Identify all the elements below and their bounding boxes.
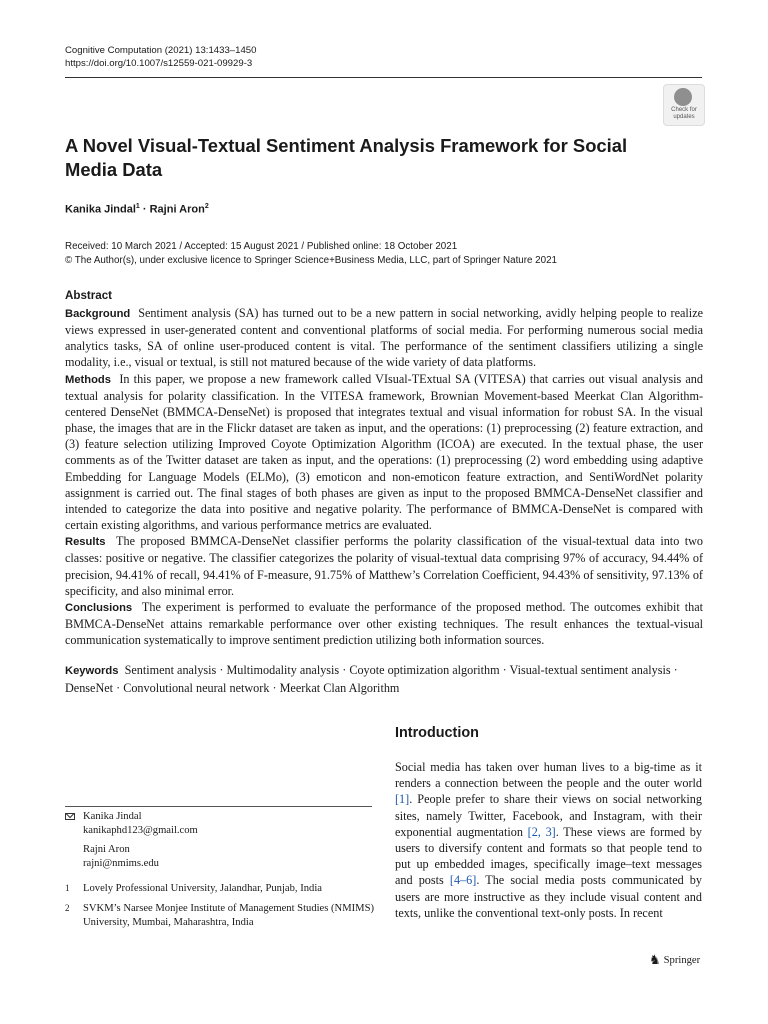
keywords [65, 662, 705, 696]
journal-header [65, 44, 256, 70]
author-affiliation-mark: 2 [204, 203, 209, 210]
copyright-notice: © The Author(s), under exclusive licence to Springer Science+Business Media, LLC, part of Springer Nature 2021 [65, 254, 557, 266]
correspondence-email[interactable]: kanikaphd123@gmail.com [83, 824, 198, 836]
affiliation-1 [65, 882, 375, 896]
second-author-email[interactable]: rajni@nmims.edu [83, 857, 159, 869]
abstract-conclusions [65, 599, 703, 648]
footnotes [65, 810, 375, 929]
footnote-rule [65, 806, 372, 807]
second-author-name: Rajni Aron [83, 844, 130, 856]
citation-link[interactable]: [4–6] [449, 873, 477, 888]
author-separator: · [139, 203, 150, 216]
section-text: The proposed BMMCA-DenseNet classifier performs the polarity classification of the visual-textual data into two classes: positive or negative. The classifier categorizes the polarity of visual-textual data comprising 97% of accuracy, 94.44% of precision, 94.41% of recall, 94.41% of F-measure, 91.75% of Matthew’s Correlation Coefficient, 94.43% of sensitivity, 97.13% of specificity, and also minimal error. [65, 534, 703, 598]
badge-text: Check for updates [671, 107, 697, 120]
abstract-body [65, 305, 703, 648]
introduction-heading: Introduction [395, 725, 479, 741]
section-label: Methods [65, 373, 111, 386]
affiliation-text: Lovely Professional University, Jalandhar, Punjab, India [83, 883, 322, 895]
correspondence [65, 810, 375, 870]
abstract-methods [65, 371, 703, 534]
affiliation-number: 2 [65, 902, 70, 913]
article-dates: Received: 10 March 2021 / Accepted: 15 August 2021 / Published online: 18 October 2021 [65, 241, 458, 252]
author-list [65, 203, 209, 216]
keywords-text: Sentiment analysis · Multimodality analysis · Coyote optimization algorithm · Visual-textual sentiment analysis · DenseNet · Convolutional neural network · Meerkat Clan Algorithm [65, 663, 678, 695]
check-updates-icon [674, 88, 692, 106]
affiliation-number: 1 [65, 883, 70, 894]
section-text: In this paper, we propose a new framework called VIsual-TExtual SA (VITESA) that carries out visual analysis and textual analysis for polarity classification. In the VITESA framework, Brownian Movement-based Meerkat Clan Algorithm-centered DenseNet (BMMCA-DenseNet) is proposed that integrates textual and visual information for robust SA. In the visual phase, the images that are in the Flickr dataset are taken as input, and the operations: (1) preprocessing (2) feature extraction, and (3) feature selection utilizing Improved Coyote Optimization Algorithm (ICOA) are executed. In the textual phase, the user comments as of the Twitter dataset are taken as input, and the operations: (1) preprocessing (2) word embedding using adaptive Embedding for Language Models (ELMo), (3) emoticon and non-emoticon feature extraction, and SentiWordNet polarity assignment is carried out. The final stages of both phases are given as input to the proposed BMMCA-DenseNet classifier and intended to categorize the data into positive and negative polarity. The performance of BMMCA-DenseNet is compared with certain existing algorithms, and various performance metrics are evaluated. [65, 371, 703, 533]
header-rule [65, 77, 702, 78]
citation-link[interactable]: [2, 3] [527, 824, 556, 839]
keywords-label: Keywords [65, 665, 119, 677]
article-title: A Novel Visual-Textual Sentiment Analysis Framework for Social Media Data [65, 135, 628, 180]
journal-citation: Cognitive Computation (2021) 13:1433–1450 [65, 45, 257, 56]
doi-link[interactable]: https://doi.org/10.1007/s12559-021-09929-3 [65, 58, 253, 69]
envelope-icon [65, 813, 75, 820]
author-name[interactable]: Rajni Aron [149, 203, 205, 216]
section-text: Sentiment analysis (SA) has turned out to be a new pattern in social networking, avidly helping people to realize views expressed in user-generated content and conventional platforms of social media. For performing numerous social media analytics tasks, SA of online user-produced content is vital. The performance of the sentiment classifiers utilizing a single modality, i.e., visual or textual, is still not matured because of the wide variety of data platforms. [65, 306, 704, 370]
section-label: Results [65, 536, 106, 549]
abstract-background [65, 305, 703, 371]
check-for-updates-badge[interactable] [663, 84, 705, 126]
section-label: Background [65, 308, 131, 320]
springer-horse-icon: ♞ [649, 952, 661, 967]
publisher-name: Springer [663, 955, 701, 966]
affiliation-text: SVKM’s Narsee Monjee Institute of Management Studies (NMIMS) University, Mumbai, Maharashtra, India [83, 902, 374, 928]
affiliation-2 [65, 902, 375, 929]
citation-link[interactable]: [1] [395, 792, 410, 807]
author-affiliation-mark: 1 [135, 203, 140, 210]
introduction-paragraph: Social media has taken over human lives to a big-time as it renders a connection between the people and the outer world [1]. People prefer to share their views on social networking sites, namely Twitter, Facebook, and Instagram, with their exponential augmentation [2, 3]. These views are formed by users to diversify content and formats so that people tend to put up embedded images, specifically image–text messages and posts [4–6]. The social media posts communicated by users are more instructive as they include visual content and texts, unlike the conventional text-only posts. In recent [395, 760, 702, 920]
correspondence-name: Kanika Jindal [83, 811, 142, 822]
abstract-heading: Abstract [65, 289, 113, 302]
section-text: The experiment is performed to evaluate the performance of the proposed method. The outcomes exhibit that BMMCA-DenseNet attains remarkable performance over other existing techniques. The result enhances the textual-visual communication systematically to improve sentiment prediction utilizing both information sources. [65, 599, 703, 648]
section-label: Conclusions [65, 601, 133, 614]
abstract-results [65, 533, 703, 599]
author-name[interactable]: Kanika Jindal [65, 203, 136, 216]
publisher-logo [649, 952, 700, 968]
publication-history [65, 240, 557, 267]
